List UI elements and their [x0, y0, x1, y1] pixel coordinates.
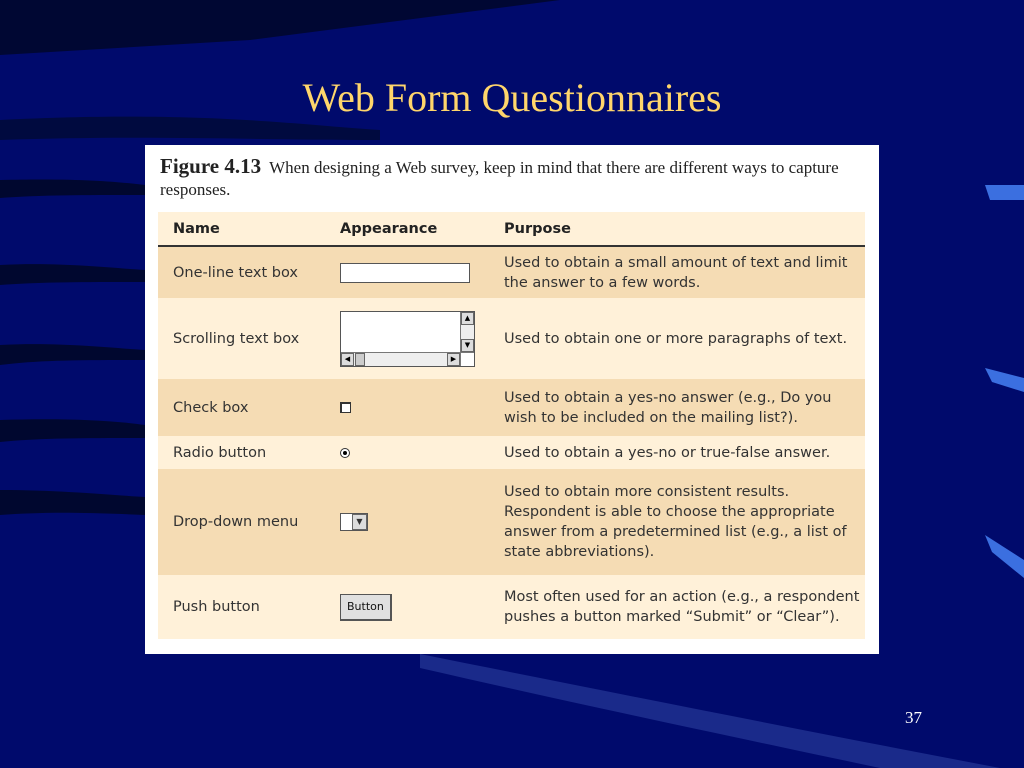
scroll-up-icon: ▲: [461, 312, 474, 325]
drop-down-menu-sample: [340, 513, 368, 531]
scroll-corner: [460, 352, 474, 366]
row-purpose: Used to obtain a yes-no answer (e.g., Do you wish to be included on the mailing list?).: [489, 379, 865, 436]
figure-label: Figure 4.13: [160, 154, 262, 178]
check-box-sample: [340, 402, 351, 413]
figure-caption-text: When designing a Web survey, keep in mind that there are different ways to capture responses.: [160, 158, 839, 199]
chevron-down-icon: ▼: [352, 514, 367, 530]
table-row: [158, 298, 865, 379]
row-name: One-line text box: [158, 246, 325, 298]
scroll-left-icon: ◀: [341, 353, 354, 366]
scroll-thumb: [355, 353, 365, 366]
row-purpose: Used to obtain one or more paragraphs of text.: [489, 298, 865, 379]
row-name: Scrolling text box: [158, 298, 325, 379]
table-row: [158, 246, 865, 298]
table-row: [158, 436, 865, 469]
table-row: [158, 469, 865, 575]
scrolling-text-box-sample: [340, 311, 475, 367]
scroll-right-icon: ▶: [447, 353, 460, 366]
row-name: Radio button: [158, 436, 325, 469]
row-name: Push button: [158, 575, 325, 639]
response-types-table: [158, 212, 865, 639]
row-name: Check box: [158, 379, 325, 436]
row-purpose: Used to obtain a small amount of text and limit the answer to a few words.: [489, 246, 865, 298]
horizontal-scrollbar: [341, 352, 460, 366]
header-name: Name: [158, 212, 325, 246]
radio-button-sample: [340, 448, 350, 458]
row-name: Drop-down menu: [158, 469, 325, 575]
slide-title: Web Form Questionnaires: [302, 75, 722, 120]
scroll-down-icon: ▼: [461, 339, 474, 352]
vertical-scrollbar: [460, 312, 474, 352]
page-number: 37: [905, 708, 922, 727]
figure-caption: [160, 155, 860, 201]
table-row: [158, 379, 865, 436]
row-purpose: Used to obtain a yes-no or true-false answer.: [489, 436, 865, 469]
header-purpose: Purpose: [489, 212, 865, 246]
table-row: [158, 575, 865, 639]
row-purpose: Used to obtain more consistent results. Respondent is able to choose the appropriate answer from a predetermined list (e.g., a list of state abbreviations).: [489, 469, 865, 575]
push-button-sample: Button: [340, 594, 392, 621]
row-purpose: Most often used for an action (e.g., a respondent pushes a button marked “Submit” or “Clear”).: [489, 575, 865, 639]
one-line-text-box-sample: [340, 263, 470, 283]
figure-panel: [145, 145, 879, 654]
header-appearance: Appearance: [325, 212, 489, 246]
